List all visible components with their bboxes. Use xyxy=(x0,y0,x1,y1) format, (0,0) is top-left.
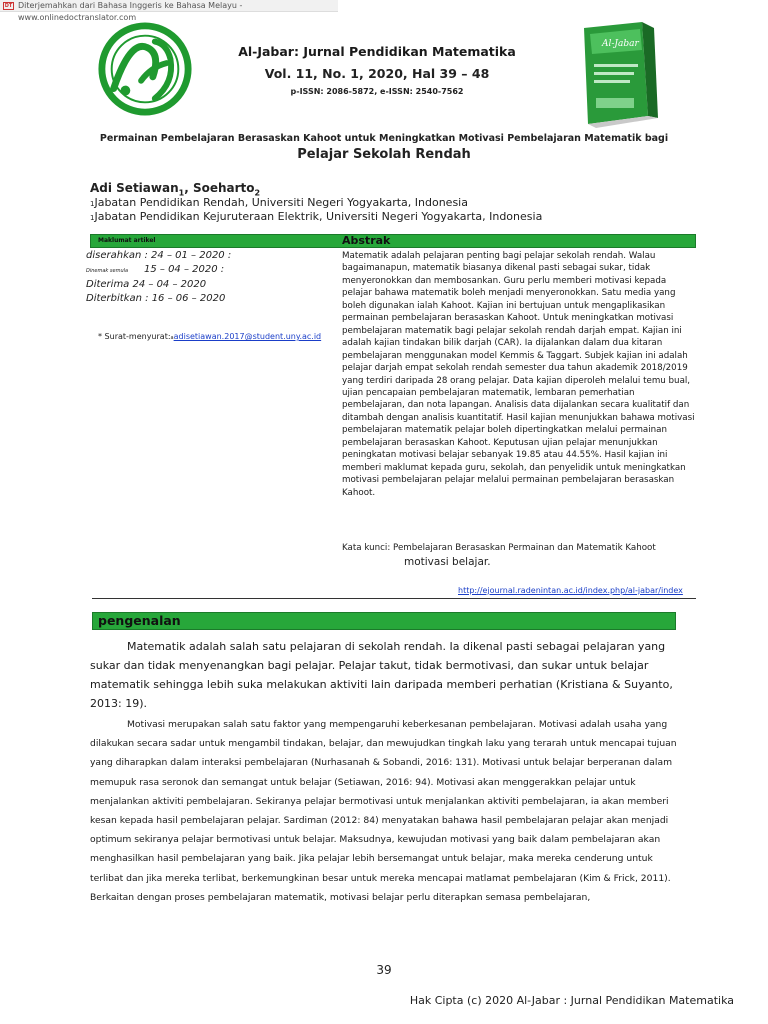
cover-title: Al-Jabar xyxy=(602,39,639,49)
article-title-line2: Pelajar Sekolah Rendah xyxy=(297,147,471,162)
date-published: Diterbitkan : 16 – 06 – 2020 xyxy=(86,293,226,304)
correspondence-label: * Surat-menyurat: xyxy=(98,332,171,341)
keywords: Kata kunci: Pembelajaran Berasaskan Permainan dan Matematik Kahoot xyxy=(342,543,656,553)
affiliation-2 xyxy=(90,210,542,223)
translator-logo-icon: DT xyxy=(4,3,13,9)
correspondence xyxy=(98,332,321,341)
date-accepted: Diterima 24 – 04 – 2020 xyxy=(86,279,207,290)
article-title-line1: Permainan Pembelajaran Berasaskan Kahoot untuk Meningkatkan Motivasi Pembelajaran Matematik bagi xyxy=(99,133,669,144)
abstract-text: Matematik adalah pelajaran penting bagi pelajar sekolah rendah. Walau bagaimanapun, matematik biasanya dikenal pasti sebagai sukar, tidak menyeronokkan dan membosankan. Guru perlu memberi motivasi kepada pelajar bahawa matematik boleh menjadi menyeronokkan. Satu media yang boleh digunakan ialah Kahoot. Kajian ini bertujuan untuk mengaplikasikan permainan pembelajaran berasaskan Kahoot. Untuk meningkatkan motivasi pembelajaran matematik bagi pelajar sekolah rendah darjah empat. Kajian ini adalah kajian tindakan bilik darjah (CAR). Ia dijalankan dalam dua kitaran pembelajaran menggunakan model Kemmis & Taggart. Subjek kajian ini adalah pelajar darjah empat sekolah rendah semester dua tahun akademik 2018/2019 yang terdiri daripada 28 orang pelajar. Data kajian diperoleh melalui temu bual, ujian pencapaian pembelajaran matematik, lembaran pemerhatian pembelajaran, dan nota lapangan. Analisis data dijalankan secara kualitatif dan ditambah dengan analisis kuantitatif. Hasil kajian menunjukkan bahawa motivasi pembelajaran matematik pelajar boleh dipertingkatkan melalui permainan pembelajaran berasaskan Kahoot. Keputusan ujian pelajar menunjukkan peningkatan motivasi belajar sebanyak 19.85 atau 44.55%. Hasil kajian ini memberi maklumat kepada guru, sekolah, dan penyelidik untuk meningkatkan motivasi pembelajaran pelajar melalui permainan pembelajaran berasaskan Kahoot. xyxy=(342,251,695,498)
intro-paragraph-1: Matematik adalah salah satu pelajaran di sekolah rendah. Ia dikenal pasti sebagai pelajaran yang sukar dan tidak menyenangkan bagi pelajar. Pelajar takut, tidak bermotivasi, dan sukar untuk belajar matematik sehingga lebih suka melakukan aktiviti lain daripada memberi perhatian (Kristiana & Suyanto, 2013: 19). xyxy=(90,640,673,710)
article-dates xyxy=(86,249,231,306)
date-revised: 15 – 04 – 2020 : xyxy=(143,264,225,275)
authors xyxy=(90,181,260,197)
keywords-continued: motivasi belajar. xyxy=(404,556,491,568)
page-number: 39 xyxy=(376,963,392,977)
copyright-footer: Hak Cipta (c) 2020 Al-Jabar : Jurnal Pendidikan Matematika xyxy=(409,994,734,1007)
journal-url-link[interactable]: http://ejournal.radenintan.ac.id/index.php/al-jabar/index xyxy=(458,586,683,595)
affiliation-2-text: Jabatan Pendidikan Kejuruteraan Elektrik, Universiti Negeri Yogyakarta, Indonesia xyxy=(94,210,543,223)
author-2-index: 2 xyxy=(254,188,261,198)
affiliation-1-text: Jabatan Pendidikan Rendah, Universiti Negeri Yogyakarta, Indonesia xyxy=(94,196,468,209)
correspondence-email-link[interactable]: adisetiawan.2017@student.uny.ac.id xyxy=(173,332,322,341)
journal-cover-image xyxy=(570,20,660,128)
translator-text[interactable]: Diterjemahkan dari Bahasa Inggeris ke Bahasa Melayu - www.onlinedoctranslator.com xyxy=(18,1,243,22)
date-revised-row xyxy=(86,263,231,278)
journal-name: Al-Jabar: Jurnal Pendidikan Matematika xyxy=(238,44,516,59)
affiliation-1-index: 1 xyxy=(90,200,95,208)
author-separator: , xyxy=(184,181,193,195)
article-info-label: Maklumat artikel xyxy=(98,237,156,244)
correspondence-prefix: a xyxy=(170,335,174,341)
date-revised-label: Dinemak semula xyxy=(86,268,129,274)
abstract-label: Abstrak xyxy=(342,234,391,247)
affiliation-2-index: 1 xyxy=(90,214,95,222)
section-heading: pengenalan xyxy=(98,613,181,628)
affiliation-1 xyxy=(90,196,468,209)
translator-banner[interactable] xyxy=(0,0,338,22)
journal-volume: Vol. 11, No. 1, 2020, Hal 39 – 48 xyxy=(264,66,490,81)
journal-issn: p-ISSN: 2086-5872, e-ISSN: 2540-7562 xyxy=(290,87,464,96)
author-1-index: 1 xyxy=(178,188,185,198)
article-info-bar xyxy=(90,234,696,248)
divider xyxy=(92,598,696,599)
author-2: Soeharto xyxy=(192,181,255,195)
author-1: Adi Setiawan xyxy=(90,181,179,195)
journal-logo xyxy=(96,20,194,118)
date-submitted: diserahkan : 24 – 01 – 2020 : xyxy=(86,250,232,261)
intro-paragraph-2: Motivasi merupakan salah satu faktor yang mempengaruhi keberkesanan pembelajaran. Motivasi adalah usaha yang dilakukan secara sadar untuk mengambil tindakan, belajar, dan mewujudkan tingkah laku yang terarah untuk mencapai tujuan yang diharapkan dalam interaksi pembelajaran (Nurhasanah & Sobandi, 2016: 131). Motivasi untuk belajar berperanan dalam memupuk rasa seronok dan semangat untuk belajar (Setiawan, 2016: 94). Motivasi akan menggerakkan pelajar untuk menjalankan aktiviti pembelajaran. Sekiranya pelajar bermotivasi untuk menjalankan aktiviti pembelajaran, ia akan memberi kesan kepada hasil pembelajaran pelajar. Sardiman (2012: 84) menyatakan bahawa hasil pembelajaran pelajar akan menjadi optimum sekiranya pelajar bermotivasi untuk belajar. Maksudnya, kewujudan motivasi yang baik dalam pembelajaran akan menghasilkan hasil pembelajaran yang baik. Jika pelajar lebih bersemangat untuk belajar, maka mereka cenderung untuk terlibat dan jika mereka terlibat, berkemungkinan besar untuk mereka mencapai matlamat pembelajaran (Kim & Frick, 2011). Berkaitan dengan proses pembelajaran matematik, motivasi belajar perlu diterapkan semasa pembelajaran, xyxy=(90,719,677,903)
journal-header xyxy=(200,44,554,96)
